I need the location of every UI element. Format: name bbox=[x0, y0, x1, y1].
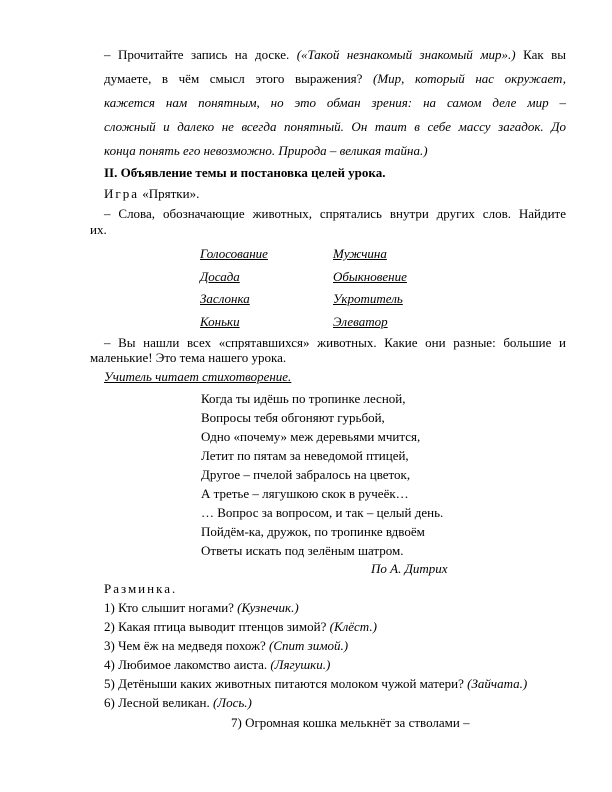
warmup-item-3 bbox=[104, 638, 348, 653]
intro-text: думаете, в чём смысл этого выражения? bbox=[104, 71, 373, 86]
after-game-line-2: маленькие! Это тема нашего урока. bbox=[90, 350, 287, 365]
game-title bbox=[104, 186, 199, 201]
word-left-3: Заслонка bbox=[200, 291, 250, 306]
warmup-answer: (Лось.) bbox=[212, 695, 252, 710]
poem-line-2: Вопросы тебя обгоняют гурьбой, bbox=[201, 410, 385, 425]
warmup-item-7: 7) Огромная кошка мелькнёт за стволами – bbox=[231, 715, 470, 730]
poem-line-8: Пойдём-ка, дружок, по тропинке вдвоём bbox=[201, 524, 425, 539]
warmup-item-1 bbox=[104, 600, 299, 615]
intro-answer: (Мир, который нас окружает, bbox=[373, 71, 567, 86]
poem-author: По А. Дитрих bbox=[371, 561, 448, 576]
warmup-question: 3) Чем ёж на медведя похож? bbox=[104, 638, 270, 653]
word-left-1: Голосование bbox=[200, 246, 268, 261]
intro-text: – Прочитайте запись на доске. bbox=[104, 47, 297, 62]
warmup-question: 2) Какая птица выводит птенцов зимой? bbox=[104, 619, 330, 634]
game-task-line-2: их. bbox=[90, 222, 107, 237]
poem-line-9: Ответы искать под зелёным шатром. bbox=[201, 543, 404, 558]
warmup-item-6 bbox=[104, 695, 252, 710]
intro-line-4: сложный и далеко не всегда понятный. Он таит в себе массу загадок. До bbox=[104, 119, 566, 134]
word-left-2: Досада bbox=[200, 269, 240, 284]
warmup-question: 6) Лесной великан. bbox=[104, 695, 213, 710]
word-right-3: Укротитель bbox=[333, 291, 403, 306]
poem-line-6: А третье – лягушкою скок в ручеёк… bbox=[201, 486, 409, 501]
intro-line-1 bbox=[104, 47, 566, 62]
warmup-question: 5) Детёныши каких животных питаются молоком чужой матери? bbox=[104, 676, 468, 691]
poem-line-5: Другое – пчелой забралось на цветок, bbox=[201, 467, 411, 482]
poem-line-1: Когда ты идёшь по тропинке лесной, bbox=[201, 391, 406, 406]
poem-line-7: … Вопрос за вопросом, и так – целый день. bbox=[201, 505, 444, 520]
intro-line-2 bbox=[104, 71, 566, 86]
warmup-answer: (Кузнечик.) bbox=[237, 600, 299, 615]
warmup-item-2 bbox=[104, 619, 377, 634]
warmup-question: 4) Любимое лакомство аиста. bbox=[104, 657, 271, 672]
poem-line-4: Летит по пятам за неведомой птицей, bbox=[201, 448, 409, 463]
warmup-answer: (Лягушки.) bbox=[270, 657, 331, 672]
word-left-4: Коньки bbox=[200, 314, 240, 329]
warmup-answer: (Зайчата.) bbox=[467, 676, 528, 691]
after-game-line-1: – Вы нашли всех «спрятавшихся» животных. Какие они разные: большие и bbox=[104, 335, 566, 350]
game-title-name: «Прятки». bbox=[142, 186, 200, 201]
intro-line-5: конца понять его невозможно. Природа – великая тайна.) bbox=[104, 143, 428, 158]
warmup-answer: (Спит зимой.) bbox=[269, 638, 349, 653]
game-title-label: Игра bbox=[104, 186, 139, 201]
warmup-answer: (Клёст.) bbox=[329, 619, 377, 634]
warmup-item-4 bbox=[104, 657, 330, 672]
word-right-4: Элеватор bbox=[333, 314, 388, 329]
warmup-title: Разминка. bbox=[104, 581, 178, 596]
word-right-1: Мужчина bbox=[333, 246, 387, 261]
game-task-line-1: – Слова, обозначающие животных, спрятались внутри других слов. Найдите bbox=[104, 206, 566, 221]
intro-line-3: кажется нам понятным, но это обман зрения: на самом деле мир – bbox=[104, 95, 566, 110]
board-quote: («Такой незнакомый знакомый мир».) bbox=[296, 47, 516, 62]
section-heading: II. Объявление темы и постановка целей урока. bbox=[104, 165, 386, 180]
word-right-2: Обыкновение bbox=[333, 269, 407, 284]
warmup-item-5 bbox=[104, 676, 527, 691]
intro-text: Как вы bbox=[515, 47, 566, 62]
teacher-note: Учитель читает стихотворение. bbox=[104, 369, 292, 384]
warmup-question: 1) Кто слышит ногами? bbox=[104, 600, 238, 615]
poem-line-3: Одно «почему» меж деревьями мчится, bbox=[201, 429, 421, 444]
